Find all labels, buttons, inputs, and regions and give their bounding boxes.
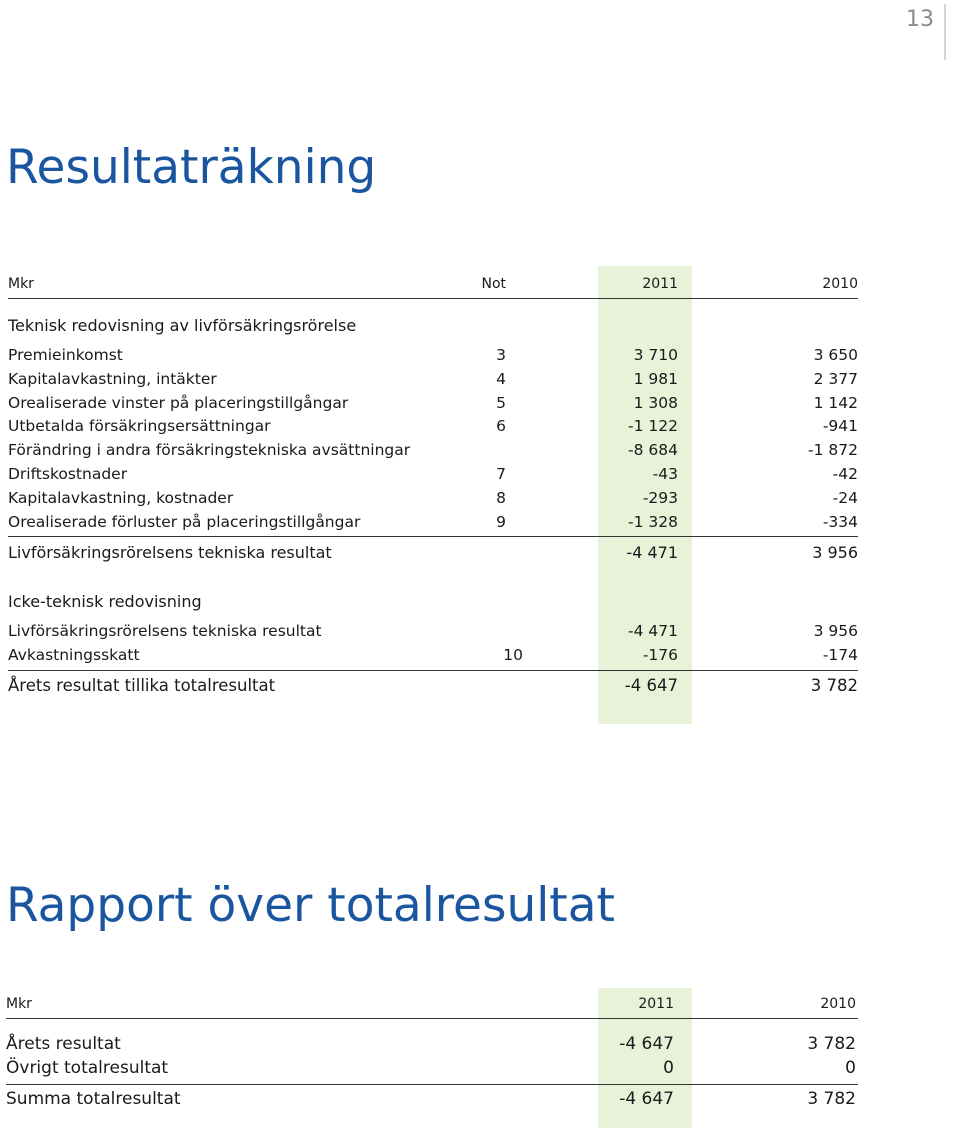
value-2010: 3 782 (807, 1034, 856, 1054)
income-statement-title: Resultaträkning (6, 140, 377, 195)
section-nontechnical-label: Icke-teknisk redovisning (8, 592, 202, 611)
table-row (8, 620, 858, 642)
row-label: Förändring i andra försäkringstekniska avsättningar (8, 441, 411, 460)
value-2011: 3 710 (633, 346, 678, 364)
value-2010: 1 142 (813, 393, 858, 412)
row-label: Orealiserade förluster på placeringstillgångar (8, 512, 361, 531)
year-2011-header: 2011 (638, 996, 674, 1012)
row-label: Driftskostnader (8, 465, 128, 483)
table-row (8, 392, 858, 414)
table-row (8, 415, 858, 437)
total-rule (6, 1084, 858, 1085)
value-2011: 1 981 (633, 369, 678, 388)
value-2011: 1 308 (633, 393, 678, 412)
value-2011: -8 684 (628, 441, 678, 460)
total-rule (8, 670, 858, 671)
value-2011: -4 471 (626, 543, 678, 562)
value-2010: -174 (822, 646, 858, 664)
value-2010: -334 (822, 512, 858, 531)
table-row (8, 368, 858, 390)
section-heading (8, 315, 858, 337)
row-label: Utbetalda försäkringsersättningar (8, 417, 271, 436)
value-2011: -4 647 (624, 676, 678, 695)
table-row (6, 1056, 856, 1080)
unit-label: Mkr (8, 276, 34, 292)
note-ref: 3 (496, 346, 506, 364)
value-2011: -293 (642, 488, 678, 507)
row-label: Årets resultat (6, 1034, 121, 1054)
value-2011: 0 (663, 1058, 674, 1078)
page-number: 13 (906, 4, 946, 60)
note-ref: 6 (496, 417, 506, 436)
row-label: Premieinkomst (8, 346, 123, 364)
value-2010: 3 782 (810, 676, 858, 695)
table-row (8, 463, 858, 485)
row-label: Kapitalavkastning, intäkter (8, 369, 217, 388)
value-2010: 3 782 (807, 1089, 856, 1109)
table-row (8, 511, 858, 533)
table-row (6, 1032, 856, 1056)
value-2010: 3 956 (813, 622, 858, 640)
note-ref: 7 (496, 465, 506, 483)
year-result-row (8, 675, 858, 697)
row-label: Livförsäkringsrörelsens tekniska resultat (8, 622, 322, 640)
comprehensive-income-title: Rapport över totalresultat (6, 878, 615, 933)
header-rule (8, 298, 858, 299)
subtotal-rule (8, 536, 858, 537)
note-ref: 10 (503, 646, 523, 664)
value-2010: 3 956 (812, 543, 858, 562)
value-2010: -941 (822, 417, 858, 436)
value-2011: -176 (642, 646, 678, 664)
row-label: Avkastningsskatt (8, 646, 140, 664)
header-rule (6, 1018, 858, 1019)
value-2010: 0 (845, 1058, 856, 1078)
unit-label: Mkr (6, 996, 32, 1012)
table-row (8, 344, 858, 366)
year-2010-header: 2010 (822, 276, 858, 292)
value-2011: -1 328 (628, 512, 678, 531)
value-2010: 3 650 (813, 346, 858, 364)
year-2010-header: 2010 (820, 996, 856, 1012)
note-ref: 4 (496, 369, 506, 388)
value-2011: -4 471 (628, 622, 678, 640)
row-label: Livförsäkringsrörelsens tekniska resultat (8, 543, 332, 562)
row-label: Övrigt totalresultat (6, 1058, 169, 1078)
table-row (8, 487, 858, 509)
table-row (8, 439, 858, 461)
value-2010: -1 872 (808, 441, 858, 460)
note-ref: 5 (496, 393, 506, 412)
note-ref: 8 (496, 488, 506, 507)
section-technical-label: Teknisk redovisning av livförsäkringsrörelse (8, 316, 357, 335)
row-label: Orealiserade vinster på placeringstillgångar (8, 393, 349, 412)
value-2010: -24 (832, 488, 858, 507)
row-label: Kapitalavkastning, kostnader (8, 488, 234, 507)
technical-result-row (8, 542, 858, 564)
value-2010: 2 377 (813, 369, 858, 388)
table-row (8, 644, 858, 666)
section-heading (8, 591, 858, 613)
table-header (6, 992, 856, 1016)
value-2011: -4 647 (619, 1034, 674, 1054)
total-row (6, 1087, 856, 1111)
row-label: Årets resultat tillika totalresultat (8, 676, 276, 695)
value-2011: -4 647 (619, 1089, 674, 1109)
year-2011-header: 2011 (642, 276, 678, 292)
row-label: Summa totalresultat (6, 1089, 181, 1109)
note-header: Not (481, 276, 506, 292)
value-2010: -42 (832, 465, 858, 483)
table-header (8, 273, 858, 295)
value-2011: -43 (652, 465, 678, 483)
note-ref: 9 (496, 512, 506, 531)
value-2011: -1 122 (628, 417, 678, 436)
